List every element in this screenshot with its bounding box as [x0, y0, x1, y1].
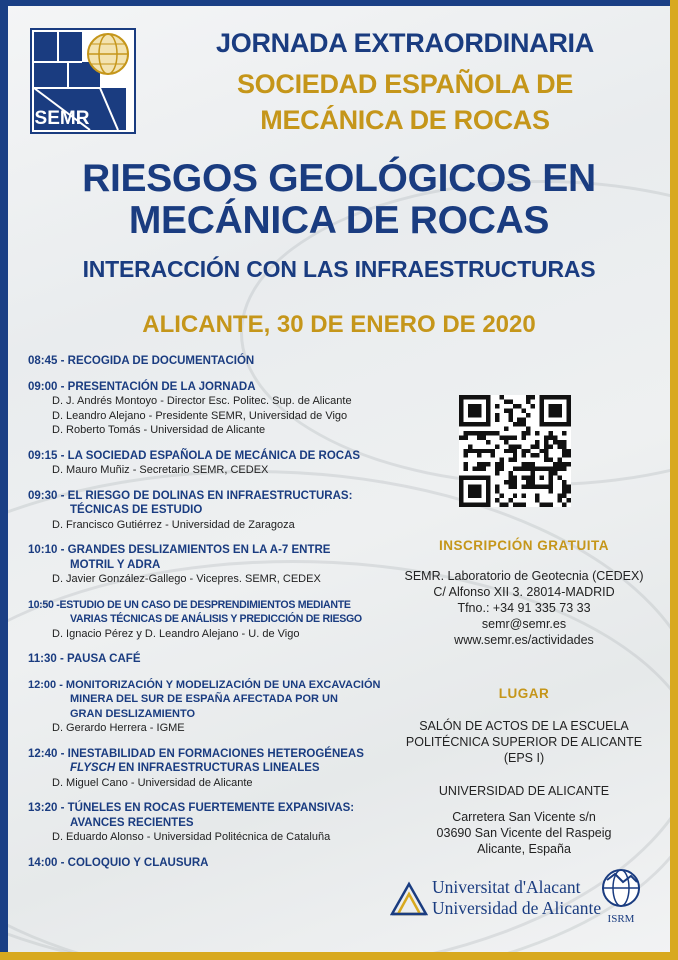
- venue-line: SALÓN DE ACTOS DE LA ESCUELA: [419, 719, 629, 733]
- program-time: 10:10: [28, 544, 58, 556]
- program-time: 12:00: [28, 678, 57, 691]
- registration-line: SEMR. Laboratorio de Geotecnia (CEDEX): [404, 569, 644, 583]
- program-time: 11:30: [28, 653, 57, 665]
- program-title-continued: TÉCNICAS DE ESTUDIO: [70, 504, 203, 516]
- program-item: 09:15 - LA SOCIEDAD ESPAÑOLA DE MECÁNICA DE ROCAS D. Mauro Muñiz - Secretario SEMR, CEDEX: [28, 449, 388, 478]
- isrm-logo: [596, 868, 646, 926]
- program-title-continued: MINERA DEL SUR DE ESPAÑA AFECTADA POR UN: [70, 693, 338, 705]
- event-type-heading: JORNADA EXTRAORDINARIA: [216, 28, 594, 58]
- program-speaker: D. Gerardo Herrera - IGME: [52, 722, 185, 734]
- registration-email[interactable]: semr@semr.es: [481, 617, 567, 631]
- program-item: 14:00 - COLOQUIO Y CLAUSURA: [28, 856, 209, 869]
- university-name-spanish: Universidad de Alicante: [432, 898, 602, 918]
- qr-code[interactable]: [459, 395, 571, 507]
- program-speaker: D. J. Andrés Montoyo - Director Esc. Politec. Sup. de Alicante: [52, 395, 352, 407]
- program-speaker: D. Leandro Alejano - Presidente SEMR, Universidad de Vigo: [52, 409, 348, 422]
- registration-section: [395, 538, 653, 648]
- main-title-line: MECÁNICA DE ROCAS: [128, 199, 550, 242]
- program-title-continued: GRAN DESLIZAMIENTO: [70, 707, 196, 720]
- venue-address-line: Alicante, España: [477, 842, 571, 856]
- program-title-continued: AVANCES RECIENTES: [70, 816, 194, 829]
- program-time: 12:40: [28, 747, 58, 760]
- main-title: [0, 158, 678, 242]
- program-time: 09:15: [28, 449, 58, 462]
- venue-line: POLITÉCNICA SUPERIOR DE ALICANTE: [405, 735, 643, 749]
- program-speaker: D. Eduardo Alonso - Universidad Politécnica de Cataluña: [52, 831, 331, 843]
- university-name-valencian: Universitat d'Alacant: [432, 877, 581, 897]
- program-title-continued: MOTRIL Y ADRA: [70, 558, 161, 571]
- program-title: MONITORIZACIÓN Y MODELIZACIÓN DE UNA EXCAVACIÓN: [65, 678, 381, 691]
- program-speaker: D. Javier González-Gallego - Vicepres. SEMR, CEDEX: [52, 573, 321, 585]
- program-item: 09:00 - PRESENTACIÓN DE LA JORNADA D. J. Andrés Montoyo - Director Esc. Politec. Sup. de Alicante D. Leandro Alejano - Presidente SEMR, Universidad de Vigo D. Roberto Tomás - Universidad de Alicante: [28, 380, 388, 438]
- program-time: 14:00: [28, 856, 58, 869]
- program-item: 09:30 - EL RIESGO DE DOLINAS EN INFRAESTRUCTURAS: TÉCNICAS DE ESTUDIO D. Francisco Gutiérrez - Universidad de Zaragoza: [28, 489, 388, 533]
- registration-title: INSCRIPCIÓN GRATUITA: [439, 538, 609, 553]
- semr-logo: [30, 28, 136, 134]
- registration-phone: Tfno.: +34 91 335 73 33: [457, 601, 591, 615]
- program-title: EL RIESGO DE DOLINAS EN INFRAESTRUCTURAS:: [67, 489, 353, 502]
- program-time: 13:20: [28, 802, 58, 814]
- right-border: [670, 0, 678, 960]
- venue-title: LUGAR: [498, 686, 550, 701]
- venue-line: (EPS I): [503, 751, 545, 765]
- program-item: 08:45 - RECOGIDA DE DOCUMENTACIÓN: [28, 355, 255, 367]
- program-title: LA SOCIEDAD ESPAÑOLA DE MECÁNICA DE ROCAS: [67, 449, 361, 462]
- program-item: 10:10 - GRANDES DESLIZAMIENTOS EN LA A-7 ENTRE MOTRIL Y ADRA D. Javier González-Gallego - Vicepres. SEMR, CEDEX: [28, 543, 388, 587]
- program-speaker: D. Roberto Tomás - Universidad de Alicante: [52, 424, 266, 436]
- program-time: 08:45: [28, 355, 58, 367]
- left-border: [0, 0, 8, 960]
- program-speaker: D. Miguel Cano - Universidad de Alicante: [52, 776, 253, 789]
- program-item: 12:00 - MONITORIZACIÓN Y MODELIZACIÓN DE UNA EXCAVACIÓN MINERA DEL SUR DE ESPAÑA AFECTADA POR UN GRAN DESLIZAMIENTO D. Gerardo Herrera - IGME: [28, 678, 388, 736]
- society-heading: [150, 66, 660, 138]
- program-title-continued: EN INFRAESTRUCTURAS LINEALES: [115, 762, 320, 774]
- program-title-continued: VARIAS TÉCNICAS DE ANÁLISIS Y PREDICCIÓN DE RIESGO: [70, 613, 362, 625]
- main-title-line: RIESGOS GEOLÓGICOS EN: [82, 157, 596, 200]
- program-title: RECOGIDA DE DOCUMENTACIÓN: [67, 355, 255, 367]
- program-title-italic: FLYSCH: [70, 762, 116, 774]
- venue-university: UNIVERSIDAD DE ALICANTE: [438, 784, 610, 798]
- program-speaker: D. Mauro Muñiz - Secretario SEMR, CEDEX: [52, 464, 269, 476]
- top-border: [0, 0, 678, 6]
- registration-website[interactable]: www.semr.es/actividades: [454, 633, 594, 647]
- venue-section: [395, 686, 653, 857]
- program-item: 12:40 - INESTABILIDAD EN FORMACIONES HETEROGÉNEAS FLYSCH EN INFRAESTRUCTURAS LINEALES D. Miguel Cano - Universidad de Alicante: [28, 747, 388, 791]
- venue-address-line: 03690 San Vicente del Raspeig: [436, 826, 612, 840]
- semr-logo-text: SEMR: [34, 108, 90, 129]
- society-line: SOCIEDAD ESPAÑOLA DE: [236, 69, 574, 99]
- program-time: 09:00: [28, 380, 58, 393]
- program-title: GRANDES DESLIZAMIENTOS EN LA A-7 ENTRE: [67, 544, 331, 556]
- program-time: 09:30: [28, 489, 58, 502]
- program-title: COLOQUIO Y CLAUSURA: [67, 856, 209, 869]
- university-logo-icon: [390, 880, 428, 918]
- program-title: PRESENTACIÓN DE LA JORNADA: [67, 380, 256, 393]
- program-speaker: D. Francisco Gutiérrez - Universidad de Zaragoza: [52, 518, 295, 531]
- program: [28, 354, 388, 881]
- program-title: PAUSA CAFÉ: [67, 653, 141, 665]
- program-time: 10:50: [28, 598, 54, 611]
- program-title: TÚNELES EN ROCAS FUERTEMENTE EXPANSIVAS:: [67, 802, 355, 814]
- registration-line: C/ Alfonso XII 3. 28014-MADRID: [433, 585, 615, 599]
- program-item: 11:30 - PAUSA CAFÉ: [28, 653, 141, 665]
- isrm-label: ISRM: [607, 913, 635, 925]
- program-title: INESTABILIDAD EN FORMACIONES HETEROGÉNEAS: [67, 747, 364, 760]
- bottom-border: [0, 952, 678, 960]
- program-item: 10:50 -ESTUDIO DE UN CASO DE DESPRENDIMIENTOS MEDIANTE VARIAS TÉCNICAS DE ANÁLISIS Y PREDICCIÓN DE RIESGO D. Ignacio Pérez y D. Leandro Alejano - U. de Vigo: [28, 598, 388, 642]
- program-item: 13:20 - TÚNELES EN ROCAS FUERTEMENTE EXPANSIVAS: AVANCES RECIENTES D. Eduardo Alonso - Universidad Politécnica de Cataluña: [28, 801, 388, 845]
- isrm-globe-icon: [601, 868, 641, 908]
- program-speaker: D. Ignacio Pérez y D. Leandro Alejano - U. de Vigo: [52, 627, 300, 640]
- venue-address-line: Carretera San Vicente s/n: [452, 810, 596, 824]
- event-date: ALICANTE, 30 DE ENERO DE 2020: [142, 311, 536, 338]
- program-title: ESTUDIO DE UN CASO DE DESPRENDIMIENTOS MEDIANTE: [59, 598, 351, 611]
- society-line: MECÁNICA DE ROCAS: [260, 105, 550, 135]
- subtitle: INTERACCIÓN CON LAS INFRAESTRUCTURAS: [82, 256, 596, 282]
